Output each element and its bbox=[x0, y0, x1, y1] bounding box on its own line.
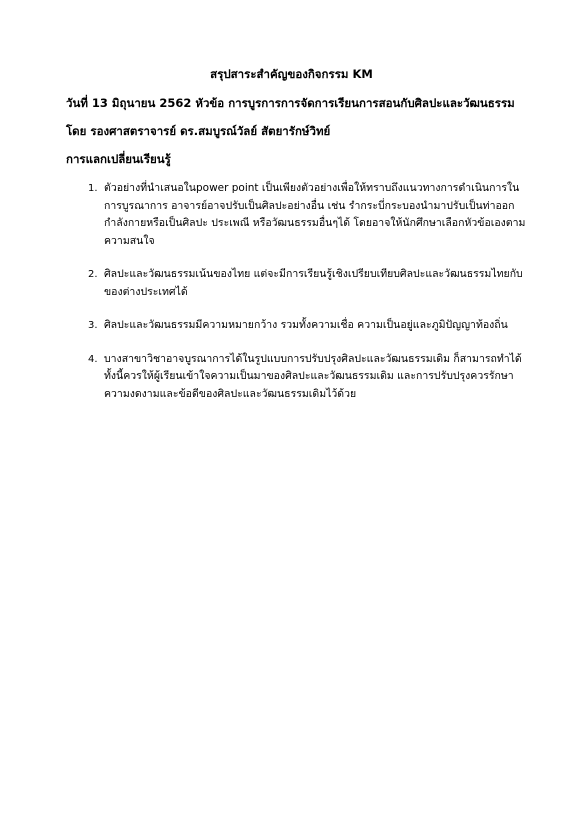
list-item bbox=[88, 266, 528, 301]
list-item-number: 2. bbox=[88, 269, 98, 280]
list-item bbox=[88, 180, 528, 250]
list-item-text: ตัวอย่างที่นำเสนอในpower point เป็นเพียงตัวอย่างเพื่อให้ทราบถึงแนวทางการดำเนินการในการบูรณาการ อาจารย์อาจปรับเป็นศิลปะอย่างอื่น เช่น รำกระบี่กระบองนำมาปรับเป็นท่าออกกำลังกายหรือเป็นศิลปะ ประเพณี หรือวัฒนธรรมอื่นๆได้ โดยอาจให้นักศึกษาเลือกหัวข้อเองตามความสนใจ bbox=[104, 182, 526, 247]
list-item-text: บางสาขาวิชาอาจบูรณาการได้ในรูปแบบการปรับปรุงศิลปะและวัฒนธรรมเดิม ก็สามารถทำได้ ทั้งนี้ควรให้ผู้เรียนเข้าใจความเป็นมาของศิลปะและวัฒนธรรมเดิม และการปรับปรุงควรรักษาความงดงามและข้อดีของศิลปะและวัฒนธรรมเดิมไว้ด้วย bbox=[104, 352, 522, 400]
list-item-number: 3. bbox=[88, 320, 98, 331]
list-item-text: ศิลปะและวัฒนธรรมมีความหมายกว้าง รวมทั้งความเชื่อ ความเป็นอยู่และภูมิปัญญาท้องถิ่น bbox=[104, 319, 508, 331]
list-item bbox=[88, 317, 528, 335]
list-item-number: 1. bbox=[88, 183, 98, 194]
author-line: โดย รองศาสตราจารย์ ดร.สมบูรณ์วัลย์ สัตยารักษ์วิทย์ bbox=[66, 124, 331, 138]
document-title: สรุปสาระสำคัญของกิจกรรม KM bbox=[210, 67, 373, 81]
list-item-number: 4. bbox=[88, 353, 98, 365]
date-topic-line: วันที่ 13 มิถุนายน 2562 หัวข้อ การบูรการการจัดการเรียนการสอนกับศิลปะและวัฒนธรรม bbox=[66, 96, 515, 110]
exchange-list bbox=[88, 180, 528, 403]
section-heading: การแลกเปลี่ยนเรียนรู้ bbox=[66, 152, 171, 166]
list-item bbox=[88, 351, 528, 404]
list-item-text: ศิลปะและวัฒนธรรมเน้นของไทย แต่จะมีการเรียนรู้เชิงเปรียบเทียบศิลปะและวัฒนธรรมไทยกับของต่างประเทศได้ bbox=[104, 268, 523, 298]
